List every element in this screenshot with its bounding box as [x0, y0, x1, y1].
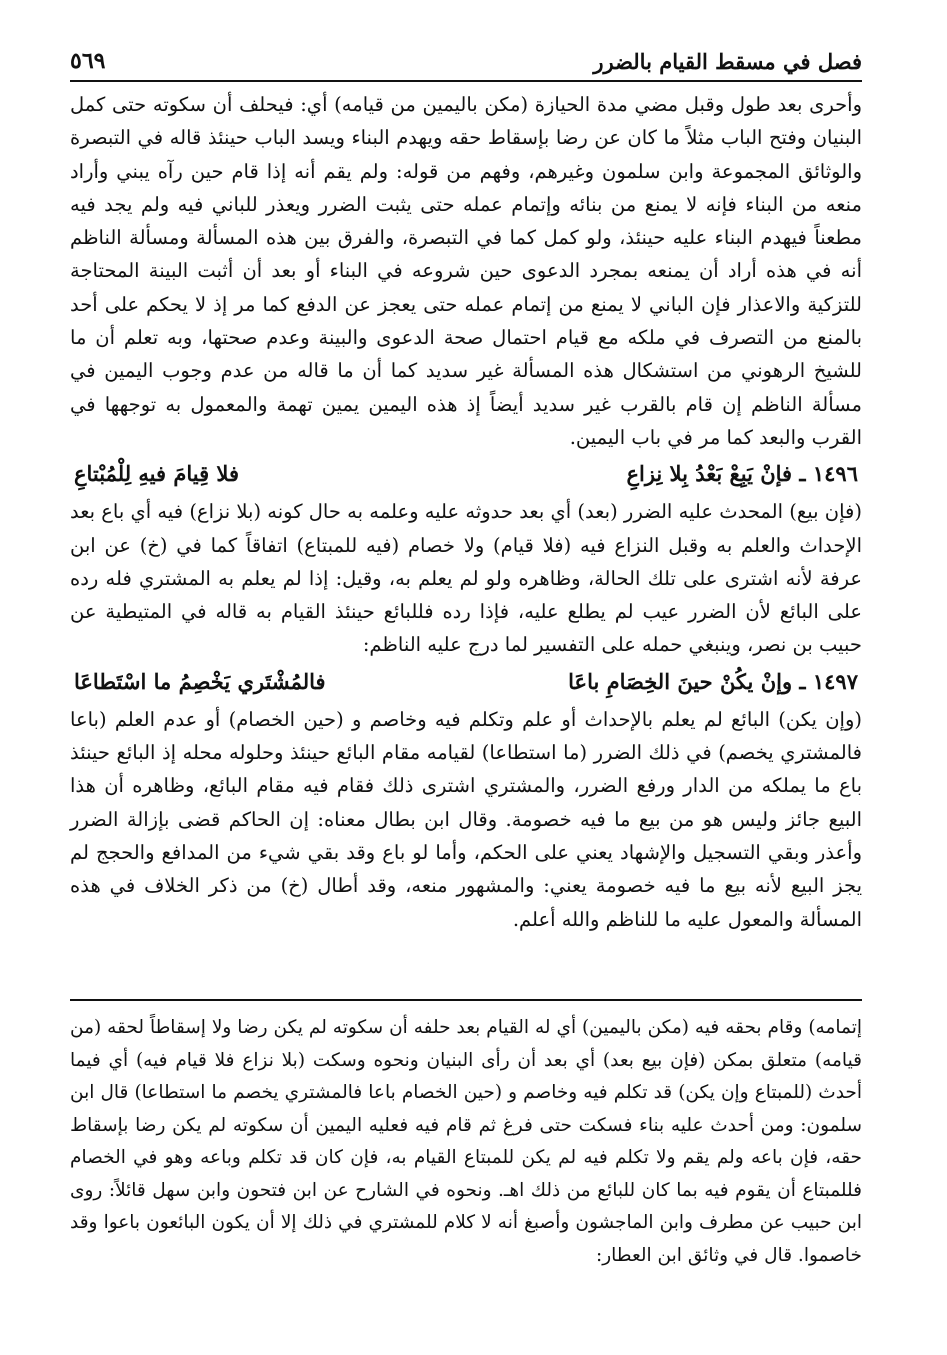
verse-hemistich-2: فالمُشْتَري يَخْصِمُ ما اسْتَطاعَا	[74, 668, 326, 694]
commentary-paragraph-1: وأحرى بعد طول وقبل مضي مدة الحيازة (مكن باليمين من قيامه) أي: فيحلف أن سكوته حتى كمل البنيان وفتح الباب مثلاً ما كان عن رضا بإسقاط حقه ويهدم البناء ويسد الباب حينئذ قاله في التبصرة والوثائق المجموعة وابن سلمون وغيرهم، وفهم من قوله: ولم يقم أنه إذا قام حين رآه يبني وأراد منعه من البناء فإنه لا يمنع من بنائه وإتمام عمله حتى يثبت الضرر ويعذر للباني فيه ولم يجد فيه مطعناً فيهدم البناء عليه حينئذ، ولو كمل كما في التبصرة، والفرق بين هذه المسألة ومسألة الناظم أنه في هذه أراد أن يمنعه بمجرد الدعوى حين شروعه في البناء أو بعد أن أثبت البينة المحتاجة للتزكية والاعذار فإن الباني لا يمنع من إتمام عمله حتى يعجز عن الدفع كما مر إذ لا يحكم على أحد بالمنع من التصرف في ملكه مع قيام احتمال صحة الدعوى والبينة وعدم صحتها، وبه تعلم أن ما للشيخ الرهوني من استشكال هذه المسألة غير سديد كما أن ما قاله من عدم وجوب اليمين في مسألة الناظم إن قام بالقرب غير سديد أيضاً إذ هذه اليمين يمين تهمة والمعمول به توجهها في القرب والبعد كما مر في باب اليمين.	[70, 93, 862, 449]
verse-1497	[70, 662, 862, 703]
verse-1496	[70, 454, 862, 495]
verse-hemistich-2: فلا قِيامَ فيهِ لِلْمُبْتاعِ	[74, 461, 240, 487]
verse-first-hemistich	[626, 454, 858, 494]
verse-first-hemistich	[568, 662, 858, 702]
page-header	[70, 28, 862, 82]
verse-number: ١٤٩٦ ـ	[799, 461, 858, 487]
footnote-divider	[70, 999, 862, 1001]
verse-hemistich-1: وإنْ يكُنْ حينَ الخِصَامِ باعَا	[568, 668, 793, 694]
commentary-paragraph-3: (وإن يكن) البائع لم يعلم بالإحداث أو علم وتكلم فيه وخاصم و (حين الخصام) أو عدم العلم (باعا فالمشتري يخصم) في ذلك الضرر (ما استطاعا) لقيامه مقام البائع حينئذ وحلوله محله إذ البائع حينئذ باع ما يملكه من الدار ورفع الضرر، والمشتري اشترى ذلك فقام فيه مقام البائع، وظاهره أن هذا البيع جائز وليس هو من بيع ما فيه خصومة. وقال ابن بطال معناه: إن الحاكم قضى بإزالة الضرر وأعذر وبقي التسجيل والإشهاد يعني على الحكم، وأما لو باع وقد بقي شيء من المدافع والحجج لم يجز البيع لأنه بيع ما فيه خصومة يعني: والمشهور منعه، وقد أطال (خ) من ذكر الخلاف في هذه المسألة والمعول عليه ما للناظم والله أعلم.	[70, 707, 862, 931]
main-text	[70, 88, 862, 936]
verse-number: ١٤٩٧ ـ	[799, 668, 858, 694]
commentary-paragraph-2: (فإن بيع) المحدث عليه الضرر (بعد) أي بعد حدوثه عليه وعلمه به حال كونه (بلا نزاع) فيه أي باع بعد الإحداث والعلم به وقبل النزاع فيه (فلا قيام) ولا خصام (فيه للمبتاع) اتفاقاً كما في (خ) عن ابن عرفة لأنه اشترى على تلك الحالة، وظاهره ولو لم يعلم به، وقيل: إذا لم يعلم به المشتري فله رده على البائع لأن الضرر عيب لم يطلع عليه، فإذا رده فللبائع حينئذ القيام به قاله في المتيطية عن حبيب بن نصر، وينبغي حمله على التفسير لما درج عليه الناظم:	[70, 500, 862, 657]
page-number: ٥٦٩	[70, 48, 106, 74]
footnote-section	[70, 1012, 862, 1272]
verse-hemistich-1: فإنْ يَبِعْ بَعْدُ بِلا نِزاعِ	[626, 461, 793, 487]
chapter-title: فصل في مسقط القيام بالضرر	[593, 49, 862, 74]
footnote-text: إتمامه) وقام بحقه فيه (مكن باليمين) أي له القيام بعد حلفه أن سكوته لم يكن رضا ولا إسقاطاً لحقه (من قيامه) متعلق بمكن (فإن بيع بعد) أي بعد أن رأى البنيان ونحوه وسكت (بلا نزاع فلا قيام فيه) أي فيما أحدث (للمبتاع وإن يكن) قد تكلم فيه وخاصم و (حين الخصام باعا فالمشتري يخصم ما استطاعا) قال ابن سلمون: ومن أحدث عليه بناء فسكت حتى فرغ ثم قام فيه فعليه اليمين أن سكوته لم يكن رضا بإسقاط حقه، فإن باعه ولم يقم ولا تكلم فيه لم يكن للمبتاع القيام به، فإن كان قد تكلم وباعه وهو في الخصام فللمبتاع أن يقوم فيه بما كان للبائع من ذلك اهـ. ونحوه في الشارح عن ابن فتحون وابن سهل قائلاً: روى ابن حبيب عن مطرف وابن الماجشون وأصبغ أنه لا كلام للمشتري في ذلك إلا أن يكون البائعون باعوا وقد خاصموا. قال في وثائق ابن العطار:	[70, 1017, 862, 1266]
